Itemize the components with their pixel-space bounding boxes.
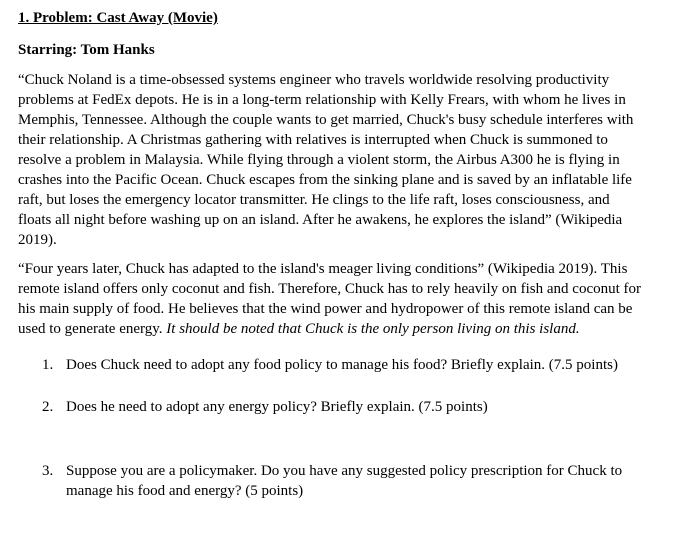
question-text: Does he need to adopt any energy policy? Briefly explain. (7.5 points) [66,399,488,415]
island-paragraph [18,259,642,339]
question-number: 3. [42,463,54,479]
question-item [18,397,634,417]
question-number: 2. [42,399,54,415]
question-text: Suppose you are a policymaker. Do you have any suggested policy prescription for Chuck to manage his food and energy? (5 points) [66,463,623,499]
problem-title: 1. Problem: Cast Away (Movie) [18,10,218,26]
island-paragraph-text: “Four years later, Chuck has adapted to the island's meager living conditions” (Wikipedia 2019). This remote island offers only coconut and fish. Therefore, Chuck has to rely heavily on fish and coconut for his main supply of food. He believes that the wind power and hydropower of this remote island can be used to generate energy. [18,261,642,337]
question-text: Does Chuck need to adopt any food policy to manage his food? Briefly explain. (7.5 points) [66,357,618,373]
island-note-italic: It should be noted that Chuck is the only person living on this island. [166,321,580,337]
question-item [18,355,634,375]
starring-line: Starring: Tom Hanks [18,42,155,58]
plot-paragraph: “Chuck Noland is a time-obsessed systems engineer who travels worldwide resolving productivity problems at FedEx depots. He is in a long-term relationship with Kelly Frears, with whom he lives in Memphis, Tennessee. Although the couple wants to get married, Chuck's busy schedule interferes with their relationship. A Christmas gathering with relatives is interrupted when Chuck is summoned to resolve a problem in Malaysia. While flying through a violent storm, the Airbus A300 he is flying in crashes into the Pacific Ocean. Chuck escapes from the sinking plane and is saved by an inflatable life raft, but loses the emergency locator transmitter. He clings to the life raft, loses consciousness, and floats all night before washing up on an island. After he awakens, he explores the island” (Wikipedia 2019). [18,72,634,248]
question-number: 1. [42,357,54,373]
question-item [18,461,634,501]
question-list [18,355,661,501]
